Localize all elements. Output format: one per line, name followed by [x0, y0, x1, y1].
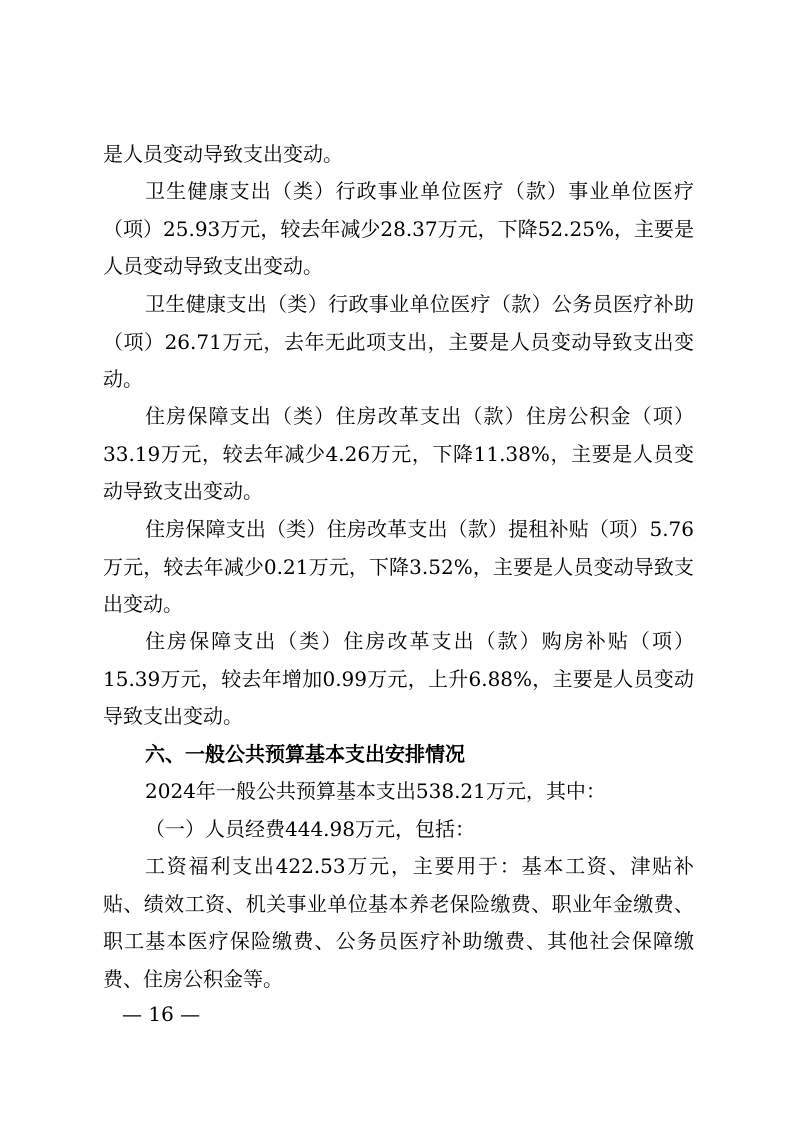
paragraph-continuation: 是人员变动导致支出变动。	[103, 142, 343, 166]
paragraph-basic-expenditure-summary: 2024年一般公共预算基本支出538.21万元，其中：	[145, 779, 606, 803]
subheading-personnel-expenses: （一）人员经费444.98万元，包括：	[145, 817, 475, 841]
paragraph-health-civil-servant-medical: 卫生健康支出（类）行政事业单位医疗（款）公务员医疗补助（项）26.71万元，去年无此项支出，主要是人员变动导致支出变动。	[103, 292, 694, 391]
paragraph-salary-welfare: 工资福利支出422.53万元，主要用于：基本工资、津贴补贴、绩效工资、机关事业单位基本养老保险缴费、职业年金缴费、职工基本医疗保险缴费、公务员医疗补助缴费、其他社会保障缴费、住房公积金等。	[103, 854, 694, 991]
paragraph-housing-purchase-subsidy: 住房保障支出（类）住房改革支出（款）购房补贴（项）15.39万元，较去年增加0.99万元，上升6.88%，主要是人员变动导致支出变动。	[103, 629, 694, 728]
section-heading: 六、一般公共预算基本支出安排情况	[145, 742, 465, 766]
paragraph-housing-provident-fund: 住房保障支出（类）住房改革支出（款）住房公积金（项）33.19万元，较去年减少4.26万元，下降11.38%，主要是人员变动导致支出变动。	[103, 404, 694, 503]
paragraph-housing-rent-subsidy: 住房保障支出（类）住房改革支出（款）提租补贴（项）5.76万元，较去年减少0.21万元，下降3.52%，主要是人员变动导致支出变动。	[103, 517, 694, 616]
paragraph-health-institution-medical: 卫生健康支出（类）行政事业单位医疗（款）事业单位医疗（项）25.93万元，较去年减少28.37万元，下降52.25%，主要是人员变动导致支出变动。	[103, 179, 694, 278]
page-number: — 16 —	[122, 1002, 201, 1026]
